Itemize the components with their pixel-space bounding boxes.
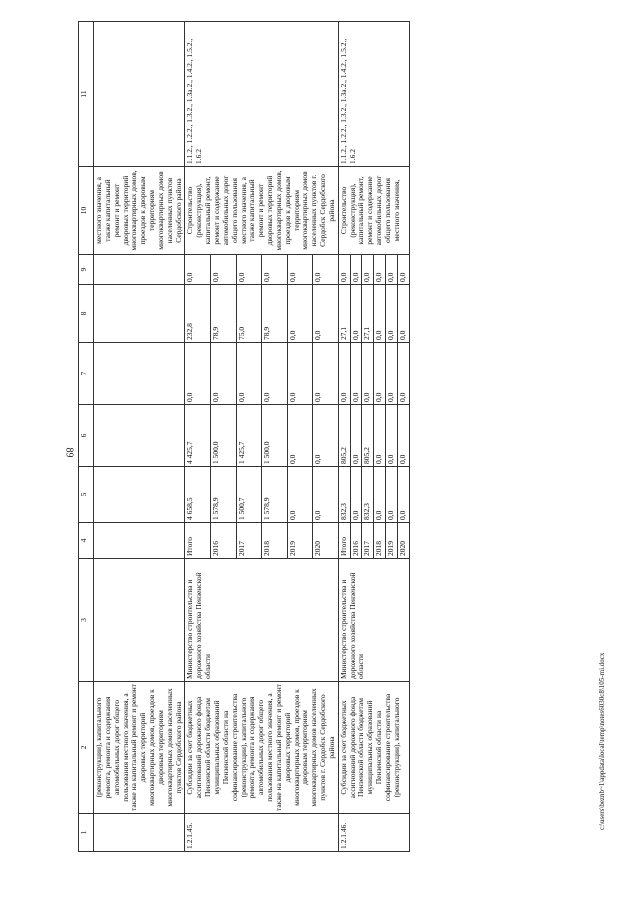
item-indicators: 1.1.2., 1.2.2., 1.3.2., 1.3a.2., 1.4.2., 1.5.2., 1.6.2 bbox=[338, 22, 409, 167]
value-cell: 0,0 bbox=[350, 343, 362, 405]
item-code: 1.2.1.45. bbox=[185, 814, 338, 852]
column-header-row bbox=[79, 22, 94, 852]
program-activities-table bbox=[78, 21, 410, 852]
table-row bbox=[185, 22, 211, 852]
value-cell: 805,2 bbox=[362, 405, 374, 467]
year-cell: 2016 bbox=[210, 523, 236, 559]
cell bbox=[94, 285, 185, 343]
value-cell: 78,9 bbox=[210, 285, 236, 343]
value-cell: 0,0 bbox=[236, 343, 262, 405]
col-header: 10 bbox=[79, 167, 94, 255]
cell bbox=[94, 22, 185, 167]
value-cell: 0,0 bbox=[313, 343, 339, 405]
page-number: 89 bbox=[63, 447, 75, 458]
item-executor: Министерство строительства и дорожного хозяйства Пензенской области bbox=[338, 559, 409, 682]
year-cell: 2019 bbox=[287, 523, 313, 559]
value-cell: 0,0 bbox=[210, 255, 236, 285]
table-row bbox=[338, 22, 350, 852]
value-cell: 0,0 bbox=[313, 285, 339, 343]
item-result: Строительство (реконструкция), капитальный ремонт, ремонт и содержание автомобильных дорог общего пользования местного значения, bbox=[338, 167, 409, 255]
value-cell: 4 425,7 bbox=[185, 405, 211, 467]
cell bbox=[94, 467, 185, 523]
value-cell: 0,0 bbox=[374, 255, 386, 285]
year-cell: 2020 bbox=[398, 523, 410, 559]
value-cell: 0,0 bbox=[313, 405, 339, 467]
value-cell: 0,0 bbox=[210, 343, 236, 405]
year-cell: 2018 bbox=[374, 523, 386, 559]
value-cell: 0,0 bbox=[386, 285, 398, 343]
value-cell: 0,0 bbox=[287, 343, 313, 405]
value-cell: 0,0 bbox=[362, 255, 374, 285]
value-cell: 0,0 bbox=[386, 405, 398, 467]
value-cell: 0,0 bbox=[262, 255, 288, 285]
col-header: 11 bbox=[79, 22, 94, 167]
value-cell: 0,0 bbox=[398, 255, 410, 285]
value-cell: 832,3 bbox=[338, 467, 350, 523]
continued-name-cell: (реконструкции), капитального ремонта, ремонта и содержания автомобильных дорог общего пользования местного значения, а также на капитальный ремонт и ремонт дворовых территорий многоквартирных домов, проездов к дворовым территориям многоквартирных домов населенных пунктов Сердобского района bbox=[94, 682, 185, 814]
value-cell: 27,1 bbox=[362, 285, 374, 343]
value-cell: 4 658,5 bbox=[185, 467, 211, 523]
cell bbox=[94, 523, 185, 559]
value-cell: 0,0 bbox=[313, 467, 339, 523]
value-cell: 805,2 bbox=[338, 405, 350, 467]
value-cell: 0,0 bbox=[185, 343, 211, 405]
col-header: 3 bbox=[79, 559, 94, 682]
value-cell: 0,0 bbox=[350, 467, 362, 523]
value-cell: 1 500,0 bbox=[262, 405, 288, 467]
value-cell: 1 578,9 bbox=[262, 467, 288, 523]
rotated-table-container bbox=[78, 22, 598, 852]
value-cell: 0,0 bbox=[338, 343, 350, 405]
cell bbox=[94, 559, 185, 682]
cell bbox=[94, 814, 185, 852]
col-header: 9 bbox=[79, 255, 94, 285]
cell bbox=[94, 343, 185, 405]
value-cell: 0,0 bbox=[338, 255, 350, 285]
value-cell: 0,0 bbox=[350, 255, 362, 285]
year-cell: Итого bbox=[338, 523, 350, 559]
value-cell: 0,0 bbox=[398, 405, 410, 467]
value-cell: 0,0 bbox=[287, 467, 313, 523]
year-cell: 2018 bbox=[262, 523, 288, 559]
continued-result-cell: местного значения, а также капитальный ремонт и ремонт дворовых территорий многоквартирных домов, проездов к дворовым территориям многоквартирных домов населенных пунктов Сердобского района bbox=[94, 167, 185, 255]
value-cell: 0,0 bbox=[287, 285, 313, 343]
footer-file-path: c:\users\beznb~1\appdata\local\temp\notes6030c8\105-mi.docx bbox=[598, 652, 606, 830]
item-code: 1.2.1.46. bbox=[338, 814, 409, 852]
value-cell: 0,0 bbox=[374, 467, 386, 523]
year-cell: 2020 bbox=[313, 523, 339, 559]
value-cell: 0,0 bbox=[287, 255, 313, 285]
year-cell: 2017 bbox=[362, 523, 374, 559]
value-cell: 0,0 bbox=[313, 255, 339, 285]
value-cell: 0,0 bbox=[262, 343, 288, 405]
cell bbox=[94, 255, 185, 285]
value-cell: 27,1 bbox=[338, 285, 350, 343]
value-cell: 0,0 bbox=[236, 255, 262, 285]
value-cell: 0,0 bbox=[374, 405, 386, 467]
value-cell: 0,0 bbox=[386, 467, 398, 523]
year-cell: 2019 bbox=[386, 523, 398, 559]
col-header: 1 bbox=[79, 814, 94, 852]
col-header: 2 bbox=[79, 682, 94, 814]
value-cell: 0,0 bbox=[362, 343, 374, 405]
col-header: 5 bbox=[79, 467, 94, 523]
value-cell: 0,0 bbox=[287, 405, 313, 467]
item-indicators: 1.1.2., 1.2.2., 1.3.2., 1.3a.2., 1.4.2., 1.5.2., 1.6.2 bbox=[185, 22, 338, 167]
value-cell: 0,0 bbox=[374, 343, 386, 405]
value-cell: 0,0 bbox=[185, 255, 211, 285]
col-header: 8 bbox=[79, 285, 94, 343]
item-executor: Министерство строительства и дорожного хозяйства Пензенской области bbox=[185, 559, 338, 682]
value-cell: 832,3 bbox=[362, 467, 374, 523]
year-cell: 2017 bbox=[236, 523, 262, 559]
item-name: Субсидии за счет бюджетных ассигнований дорожного фонда Пензенской области бюджетам муниципальных образований Пензенской области на софинансирование строительства (реконструкции), капитального bbox=[338, 682, 409, 814]
value-cell: 1 500,0 bbox=[210, 405, 236, 467]
value-cell: 0,0 bbox=[350, 285, 362, 343]
value-cell: 78,9 bbox=[262, 285, 288, 343]
value-cell: 1 578,9 bbox=[210, 467, 236, 523]
value-cell: 0,0 bbox=[350, 405, 362, 467]
col-header: 6 bbox=[79, 405, 94, 467]
value-cell: 1 425,7 bbox=[236, 405, 262, 467]
col-header: 4 bbox=[79, 523, 94, 559]
value-cell: 0,0 bbox=[398, 285, 410, 343]
year-cell: Итого bbox=[185, 523, 211, 559]
col-header: 7 bbox=[79, 343, 94, 405]
value-cell: 1 500,7 bbox=[236, 467, 262, 523]
value-cell: 0,0 bbox=[398, 467, 410, 523]
value-cell: 75,0 bbox=[236, 285, 262, 343]
item-result: Строительство (реконструкция), капитальный ремонт, ремонт и содержание автомобильных дорог общего пользования местного значения, а также капитальный ремонт и ремонт дворовых территорий многоквартирных домов, проездов к дворовым территориям многоквартирных домов населенных пунктов г. Сердобск Сердобского района bbox=[185, 167, 338, 255]
value-cell: 0,0 bbox=[374, 285, 386, 343]
item-name: Субсидии за счет бюджетных ассигнований дорожного фонда Пензенской области бюджетам муниципальных образований Пензенской области на софинансирование строительства (реконструкции), капитального ремонта, ремонта и содержания автомобильных дорог общего пользования местного значения, а также на капитальный ремонт и ремонт дворовых территорий многоквартирных домов, проездов к дворовым территориям многоквартирных домов населенных пунктов г. Сердобск Сердобского района bbox=[185, 682, 338, 814]
year-cell: 2016 bbox=[350, 523, 362, 559]
value-cell: 0,0 bbox=[398, 343, 410, 405]
cell bbox=[94, 405, 185, 467]
continuation-row bbox=[94, 22, 185, 852]
value-cell: 232,8 bbox=[185, 285, 211, 343]
value-cell: 0,0 bbox=[386, 255, 398, 285]
value-cell: 0,0 bbox=[386, 343, 398, 405]
